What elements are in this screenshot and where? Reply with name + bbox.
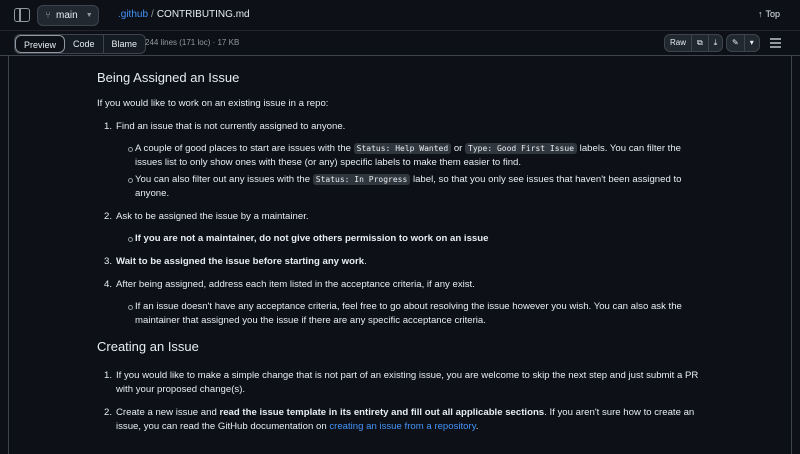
file-actions bbox=[664, 34, 723, 52]
download-icon[interactable]: ⤓ bbox=[713, 38, 718, 47]
ordered-list bbox=[97, 369, 707, 434]
list-number: 4. bbox=[104, 279, 113, 290]
list-number: 1. bbox=[104, 370, 113, 381]
docs-link[interactable]: creating an issue from a repository bbox=[329, 421, 476, 432]
tab-blame[interactable]: Blame bbox=[103, 35, 146, 53]
list-item bbox=[97, 369, 707, 397]
list-item bbox=[97, 278, 707, 328]
branch-selector[interactable] bbox=[37, 5, 99, 26]
list-item-text: Ask to be assigned the issue by a maintainer. bbox=[116, 211, 309, 222]
pencil-icon[interactable]: ✎ bbox=[727, 35, 745, 51]
view-mode-tabs bbox=[14, 34, 146, 54]
list-item bbox=[97, 210, 707, 246]
text: You can also filter out any issues with the bbox=[135, 174, 313, 185]
list-item-text: If you would like to make a simple change that is not part of an existing issue, you are welcome to skip the next step and just submit a PR with your proposed change(s). bbox=[116, 370, 699, 395]
list-item bbox=[97, 255, 707, 269]
edit-actions bbox=[726, 34, 760, 52]
breadcrumb-file: CONTRIBUTING.md bbox=[156, 9, 250, 20]
bold-text: If you are not a maintainer, do not give others permission to work on an issue bbox=[135, 233, 489, 244]
edit-dropdown-icon[interactable]: ▾ bbox=[749, 38, 754, 47]
tab-preview[interactable]: Preview bbox=[15, 35, 65, 53]
tab-code[interactable]: Code bbox=[73, 39, 95, 49]
ordered-list bbox=[97, 120, 707, 328]
text: . bbox=[475, 421, 479, 432]
raw-button[interactable]: Raw bbox=[665, 35, 692, 51]
list-item bbox=[97, 120, 707, 201]
arrow-up-icon: ↑ bbox=[757, 9, 763, 19]
list-item bbox=[116, 173, 707, 201]
text: . bbox=[364, 256, 367, 267]
text: Create a new issue and bbox=[116, 407, 220, 418]
file-info: 244 lines (171 loc) · 17 KB bbox=[145, 38, 240, 47]
breadcrumb bbox=[118, 9, 250, 20]
heading-creating-issue: Creating an Issue bbox=[97, 339, 199, 354]
inline-code: Status: Help Wanted bbox=[354, 143, 452, 154]
breadcrumb-separator: / bbox=[151, 9, 154, 20]
list-number: 2. bbox=[104, 407, 113, 418]
text: label, so that you only see issues that haven't been assigned to anyone. bbox=[135, 174, 682, 199]
top-button[interactable] bbox=[758, 9, 780, 19]
inline-code: Status: In Progress bbox=[313, 174, 411, 185]
bullet-list bbox=[116, 300, 707, 328]
chevron-down-icon: ▼ bbox=[85, 12, 93, 19]
bold-text: read the issue template in its entirety and fill out all applicable sections bbox=[219, 407, 545, 418]
breadcrumb-dir-link[interactable]: .github bbox=[118, 9, 149, 20]
content-border-left bbox=[8, 56, 9, 454]
list-number: 3. bbox=[104, 256, 113, 267]
list-number: 2. bbox=[104, 211, 113, 222]
bullet-list bbox=[116, 142, 707, 201]
list-item bbox=[97, 406, 707, 434]
outline-list-icon[interactable] bbox=[770, 38, 781, 48]
bold-text: Wait to be assigned the issue before starting any work bbox=[116, 256, 365, 267]
branch-name: main bbox=[56, 10, 78, 21]
git-branch-icon: ⑂ bbox=[45, 10, 51, 21]
list-item-text: After being assigned, address each item listed in the acceptance criteria, if any exist. bbox=[116, 279, 475, 290]
text: . If you aren't sure how to create an issue, you can read the GitHub documentation on bbox=[116, 407, 695, 432]
paragraph: If you would like to work on an existing issue in a repo: bbox=[97, 98, 329, 109]
markdown-body bbox=[97, 56, 707, 434]
inline-code: Type: Good First Issue bbox=[465, 143, 577, 154]
text: labels. You can filter the issues list to only show ones with these (or any) specific labels to make them easier to find. bbox=[135, 143, 682, 168]
content-border-right bbox=[791, 56, 792, 454]
list-item bbox=[116, 232, 707, 246]
list-number: 1. bbox=[104, 121, 113, 132]
copy-icon[interactable]: ⧉ bbox=[692, 35, 709, 51]
list-item-text: Find an issue that is not currently assigned to anyone. bbox=[116, 121, 346, 132]
text: A couple of good places to start are issues with the bbox=[135, 143, 354, 154]
heading-being-assigned: Being Assigned an Issue bbox=[97, 70, 240, 85]
bullet-list bbox=[116, 232, 707, 246]
list-item bbox=[116, 142, 707, 170]
top-label: Top bbox=[765, 9, 780, 19]
sidebar-toggle-icon[interactable] bbox=[14, 8, 30, 22]
text: or bbox=[451, 143, 466, 154]
list-item: If an issue doesn't have any acceptance criteria, feel free to go about resolving the issue however you wish. You can also ask the maintainer that assigned you the issue if there are any specific acceptance criteria. bbox=[116, 300, 707, 328]
file-header bbox=[0, 0, 800, 31]
